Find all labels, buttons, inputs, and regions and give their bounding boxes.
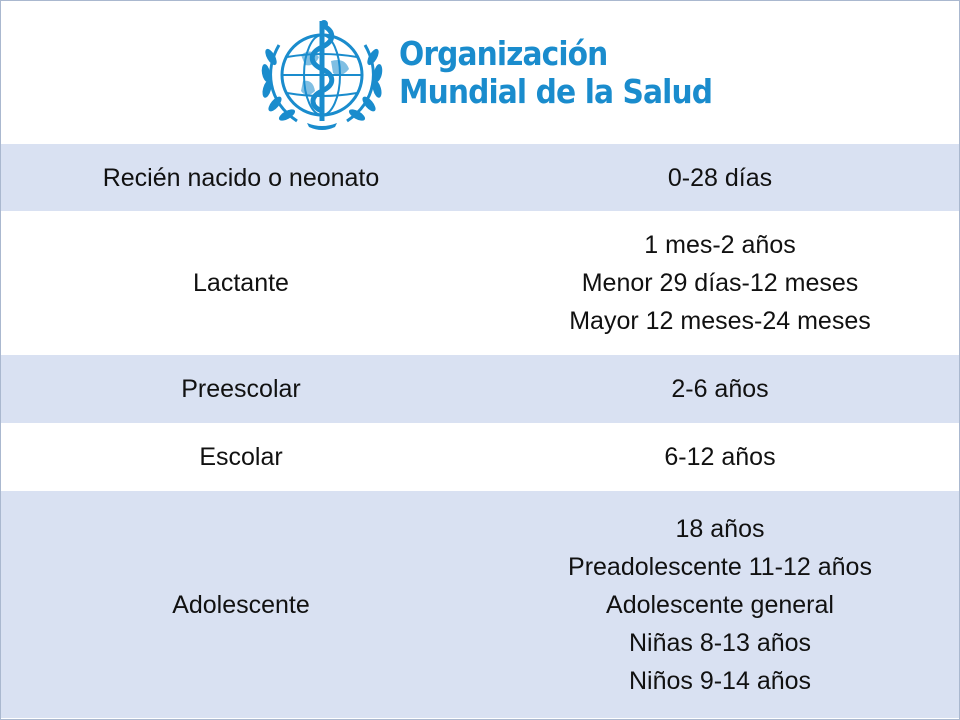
ages-cell	[481, 144, 959, 211]
organization-name-line1: Organización	[399, 34, 608, 73]
table-row	[1, 355, 959, 423]
stage-cell: Recién nacido o neonato	[1, 144, 481, 211]
age-range: Adolescente general	[606, 590, 834, 619]
stage-cell: Escolar	[1, 423, 481, 491]
organization-name	[399, 35, 712, 111]
stage-cell: Lactante	[1, 211, 481, 355]
table-row	[1, 423, 959, 491]
age-range: 18 años	[675, 514, 765, 543]
table-row	[1, 211, 959, 355]
age-range: Menor 29 días-12 meses	[581, 269, 859, 297]
who-emblem-icon	[257, 17, 387, 133]
table-row	[1, 144, 959, 211]
ages-cell	[481, 491, 959, 718]
organization-name-line2: Mundial de la Salud	[399, 72, 713, 111]
stage-cell: Adolescente	[1, 491, 481, 718]
ages-cell	[481, 355, 959, 423]
ages-cell	[481, 423, 959, 491]
ages-cell	[481, 211, 959, 355]
age-range: 2-6 años	[671, 375, 769, 403]
age-range: 0-28 días	[667, 163, 773, 192]
age-stages-table	[1, 144, 959, 718]
table-row	[1, 491, 959, 718]
age-range: Mayor 12 meses-24 meses	[569, 307, 871, 335]
stage-cell: Preescolar	[1, 355, 481, 423]
age-range: Preadolescente 11-12 años	[568, 552, 872, 581]
age-range: 6-12 años	[664, 443, 776, 471]
age-range: Niños 9-14 años	[628, 666, 812, 695]
header	[1, 1, 959, 144]
age-range: Niñas 8-13 años	[628, 628, 812, 657]
age-range: 1 mes-2 años	[644, 231, 796, 259]
